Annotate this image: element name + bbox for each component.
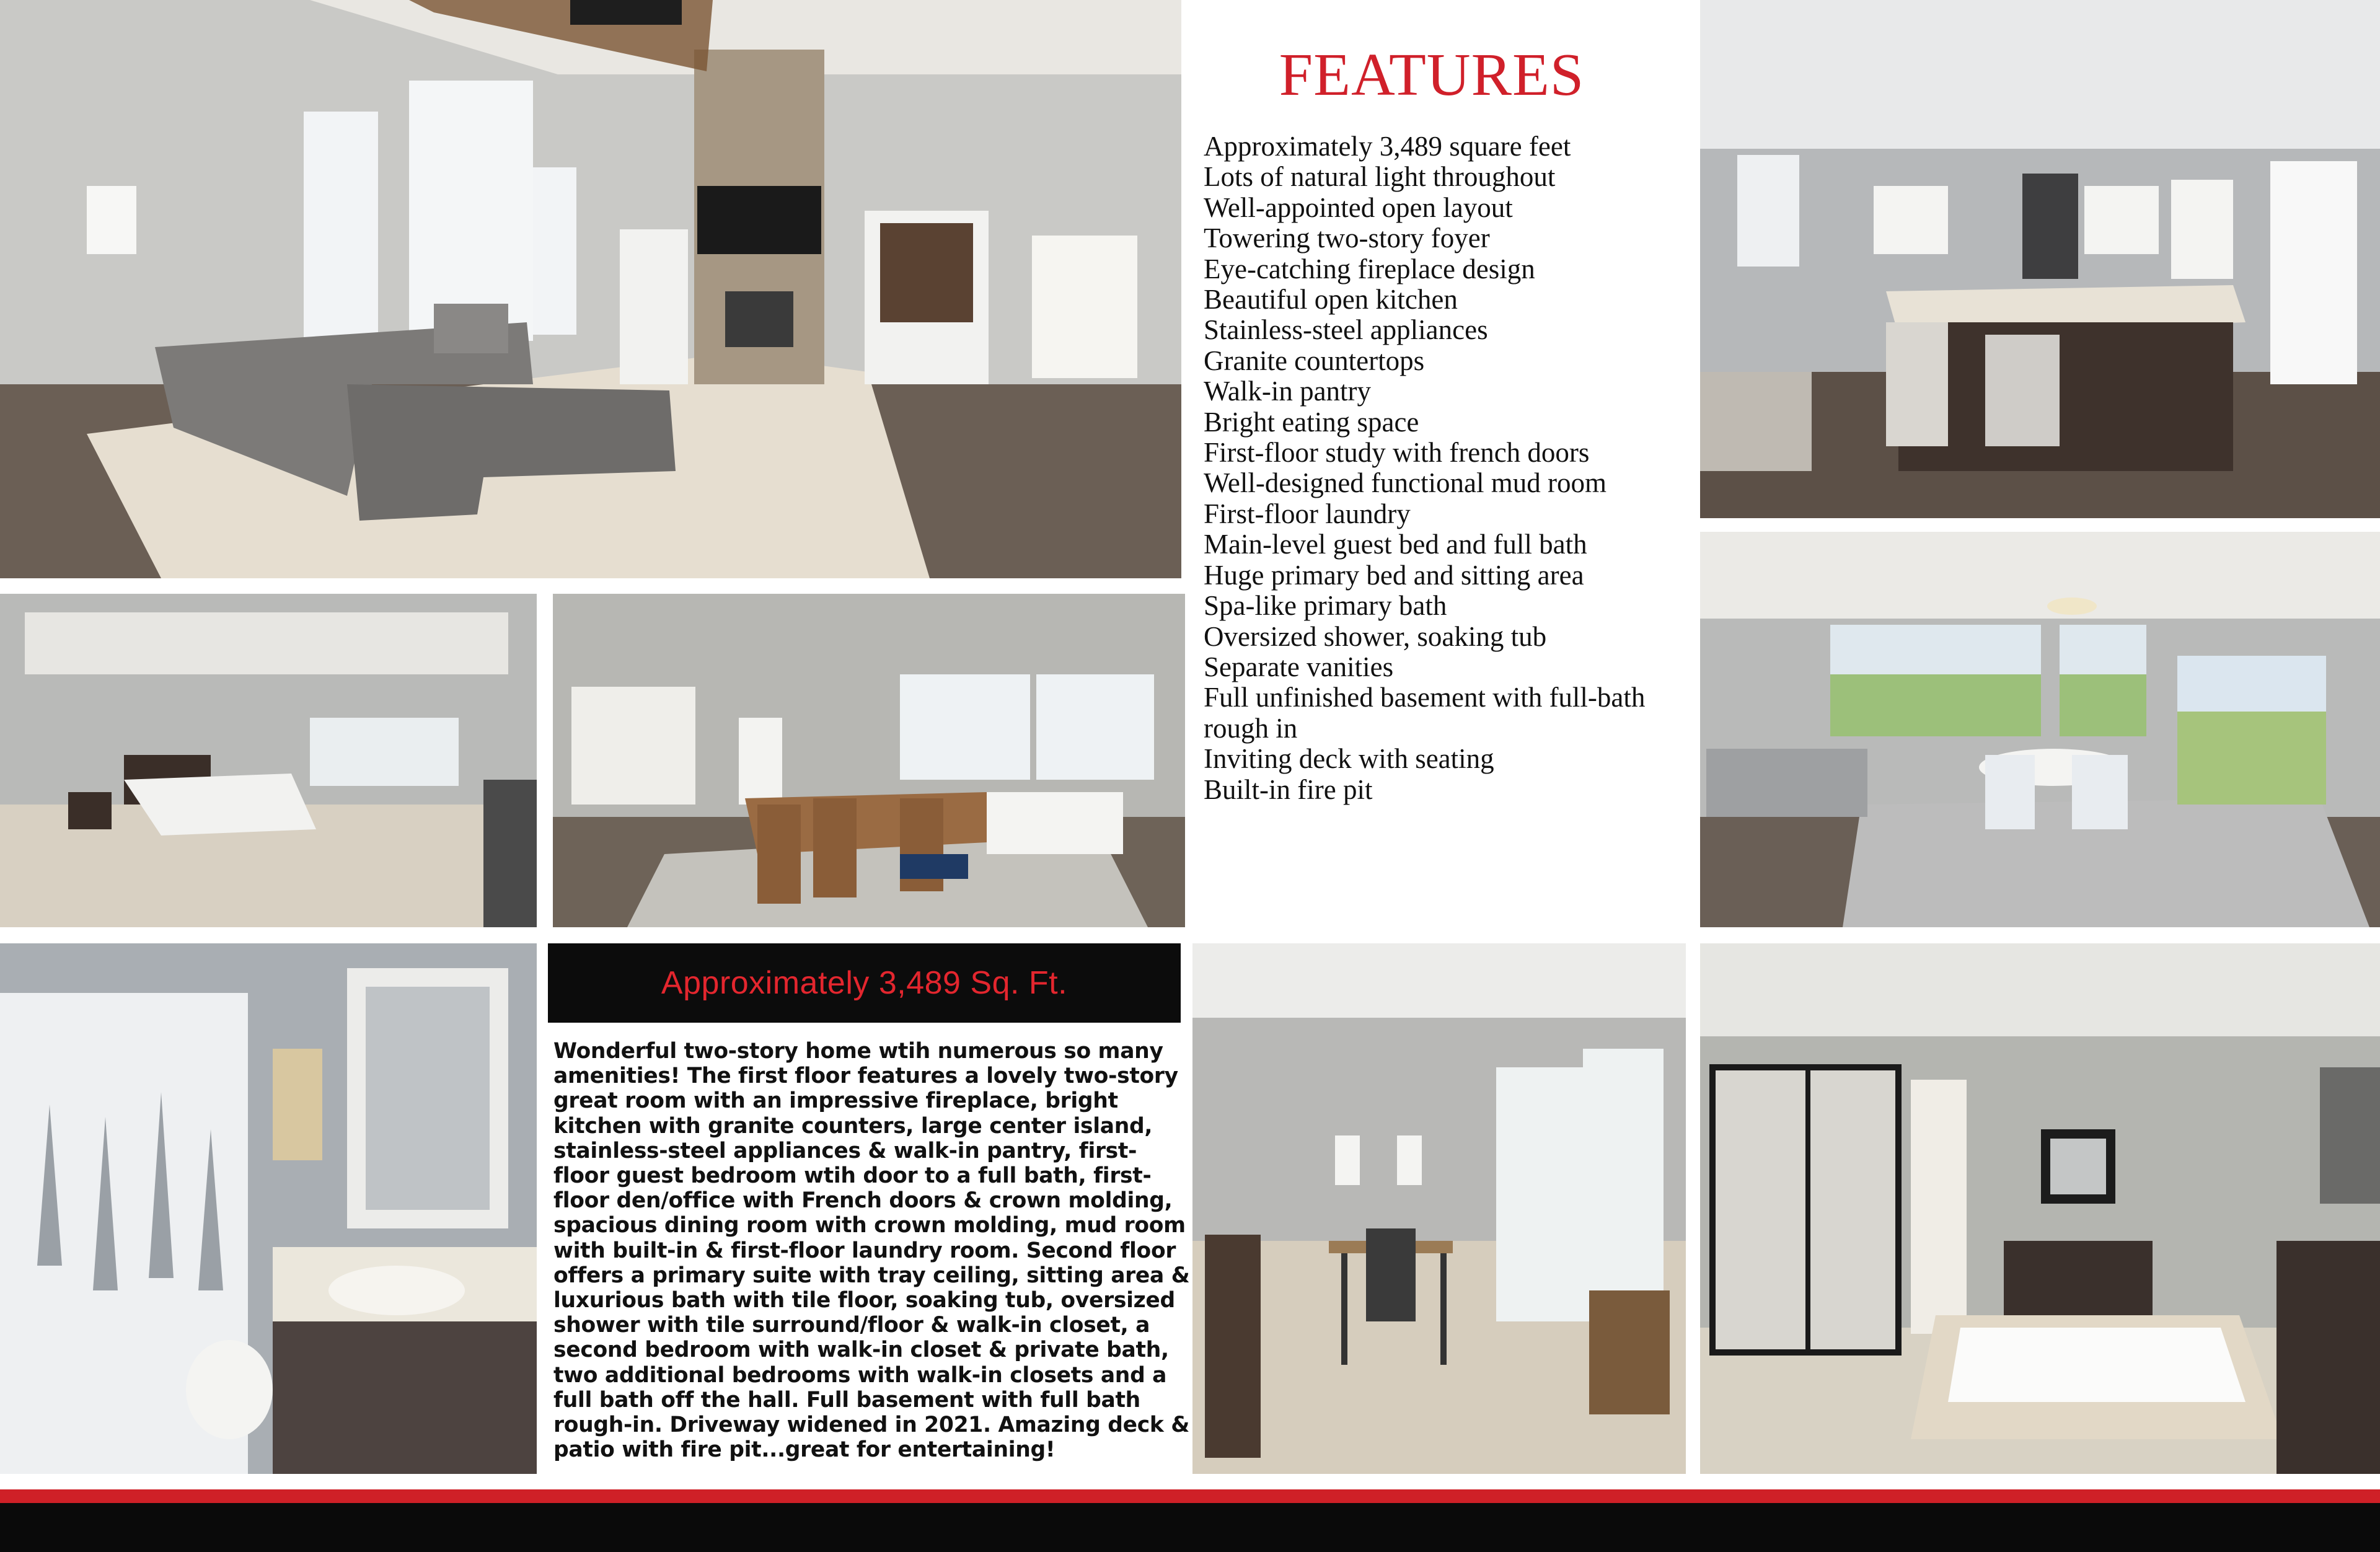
feature-item: First-floor study with french doors: [1204, 437, 1590, 469]
photo-guest-bath: [0, 943, 537, 1474]
feature-item: Stainless-steel appliances: [1204, 314, 1488, 346]
feature-item: First-floor laundry: [1204, 498, 1411, 529]
feature-item: Lots of natural light throughout: [1204, 161, 1556, 193]
feature-item: Separate vanities: [1204, 651, 1394, 682]
property-description: Wonderful two-story home wtih numerous so many amenities! The first floor features a lovely two-story great room with an impressive fireplace, bright kitchen with granite counters, large center island, stainless-steel appliances & walk-in pantry, first-floor guest bedroom wtih door to a full bath, first-floor den/office with French doors & crown molding, spacious dining room with crown molding, mud room with built-in & first-floor laundry room. Second floor offers a primary suite with tray ceiling, sitting area & luxurious bath with tile floor, soaking tub, oversized shower with tile surround/floor & walk-in closet, a second bedroom with walk-in closet & private bath, two additional bedrooms with walk-in closets and a full bath off the hall. Full basement with full bath rough-in. Driveway widened in 2021. Amazing deck & patio with fire pit...great for entertaining!: [553, 1039, 1190, 1463]
sqft-banner: [548, 943, 1181, 1023]
photo-primary-bedroom: [0, 594, 537, 927]
feature-item: Built-in fire pit: [1204, 774, 1373, 805]
photo-primary-bath: [1700, 943, 2380, 1474]
photo-great-room: [0, 0, 1181, 578]
feature-item: Spa-like primary bath: [1204, 590, 1447, 622]
sqft-banner-text: Approximately 3,489 Sq. Ft.: [661, 965, 1068, 1001]
features-title: FEATURES: [1279, 42, 1585, 108]
feature-item: Full unfinished basement with full-bath rough in: [1204, 682, 1646, 744]
feature-item: Well-appointed open layout: [1204, 192, 1513, 223]
feature-item: Well-designed functional mud room: [1204, 467, 1606, 499]
feature-item: Beautiful open kitchen: [1204, 284, 1458, 315]
photo-kitchen: [1700, 0, 2380, 518]
feature-item: Granite countertops: [1204, 345, 1425, 376]
features-list: [1204, 131, 1662, 805]
photo-eating-space: [1700, 532, 2380, 927]
feature-item: Inviting deck with seating: [1204, 743, 1494, 775]
feature-item: Approximately 3,489 square feet: [1204, 131, 1571, 162]
feature-item: Eye-catching fireplace design: [1204, 253, 1535, 284]
footer-accent-stripe: [0, 1489, 2380, 1503]
feature-item: Towering two-story foyer: [1204, 223, 1490, 254]
photo-study: [1192, 943, 1686, 1474]
feature-item: Walk-in pantry: [1204, 376, 1372, 407]
feature-item: Huge primary bed and sitting area: [1204, 559, 1584, 591]
feature-item: Main-level guest bed and full bath: [1204, 529, 1587, 560]
footer-bar: [0, 1503, 2380, 1552]
photo-dining-room: [553, 594, 1185, 927]
feature-item: Oversized shower, soaking tub: [1204, 620, 1547, 652]
feature-item: Bright eating space: [1204, 406, 1419, 438]
